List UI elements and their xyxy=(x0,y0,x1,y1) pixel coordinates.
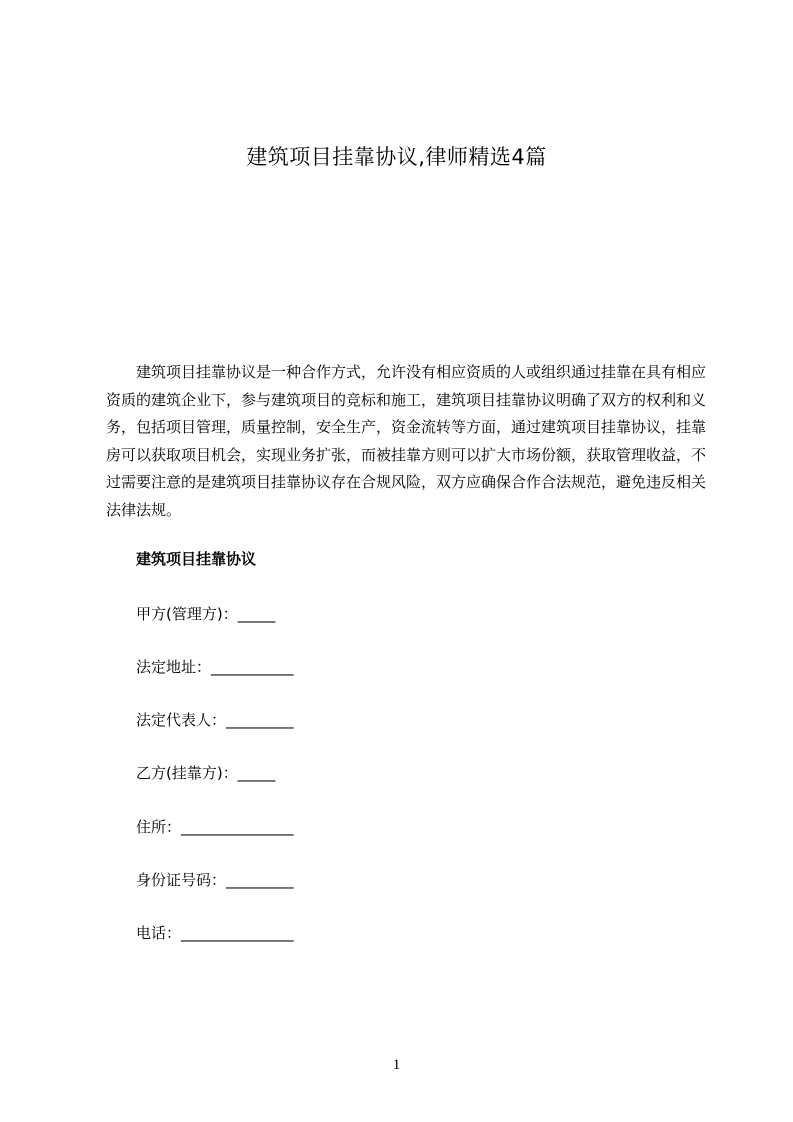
legal-address-label: 法定地址： xyxy=(136,658,212,676)
phone-label: 电话： xyxy=(136,924,182,942)
legal-address-blank: ___________ xyxy=(211,658,294,676)
residence-field xyxy=(136,816,294,838)
residence-blank: _______________ xyxy=(181,818,294,836)
page-number: 1 xyxy=(392,1057,401,1073)
id-number-blank: _________ xyxy=(226,871,294,889)
party-b-blank: _____ xyxy=(237,764,276,782)
phone-field xyxy=(136,922,294,944)
party-b-label: 乙方(挂靠方)： xyxy=(136,764,238,782)
legal-representative-label: 法定代表人： xyxy=(136,711,227,729)
party-a-field xyxy=(136,603,275,625)
legal-address-field xyxy=(136,656,294,678)
legal-representative-blank: _________ xyxy=(226,711,294,729)
intro-paragraph: 建筑项目挂靠协议是一种合作方式，允许没有相应资质的人或组织通过挂靠在具有相应资质的建筑企业下，参与建筑项目的竞标和施工，建筑项目挂靠协议明确了双方的权利和义务，包括项目管理，质量控制，安全生产，资金流转等方面，通过建筑项目挂靠协议，挂靠房可以获取项目机会，实现业务扩张，而被挂靠方则可以扩大市场份额，获取管理收益，不过需要注意的是建筑项目挂靠协议存在合规风险，双方应确保合作合法规范，避免违反相关法律法规。 xyxy=(106,363,707,519)
section-heading: 建筑项目挂靠协议 xyxy=(136,550,257,568)
party-a-blank: _____ xyxy=(237,605,276,623)
document-title: 建筑项目挂靠协议,律师精选4篇 xyxy=(246,145,547,169)
id-number-field xyxy=(136,869,294,891)
phone-blank: _______________ xyxy=(181,924,294,942)
legal-representative-field xyxy=(136,709,294,731)
party-a-label: 甲方(管理方)： xyxy=(136,605,238,623)
party-b-field xyxy=(136,762,275,784)
residence-label: 住所： xyxy=(136,818,182,836)
id-number-label: 身份证号码： xyxy=(136,871,227,889)
